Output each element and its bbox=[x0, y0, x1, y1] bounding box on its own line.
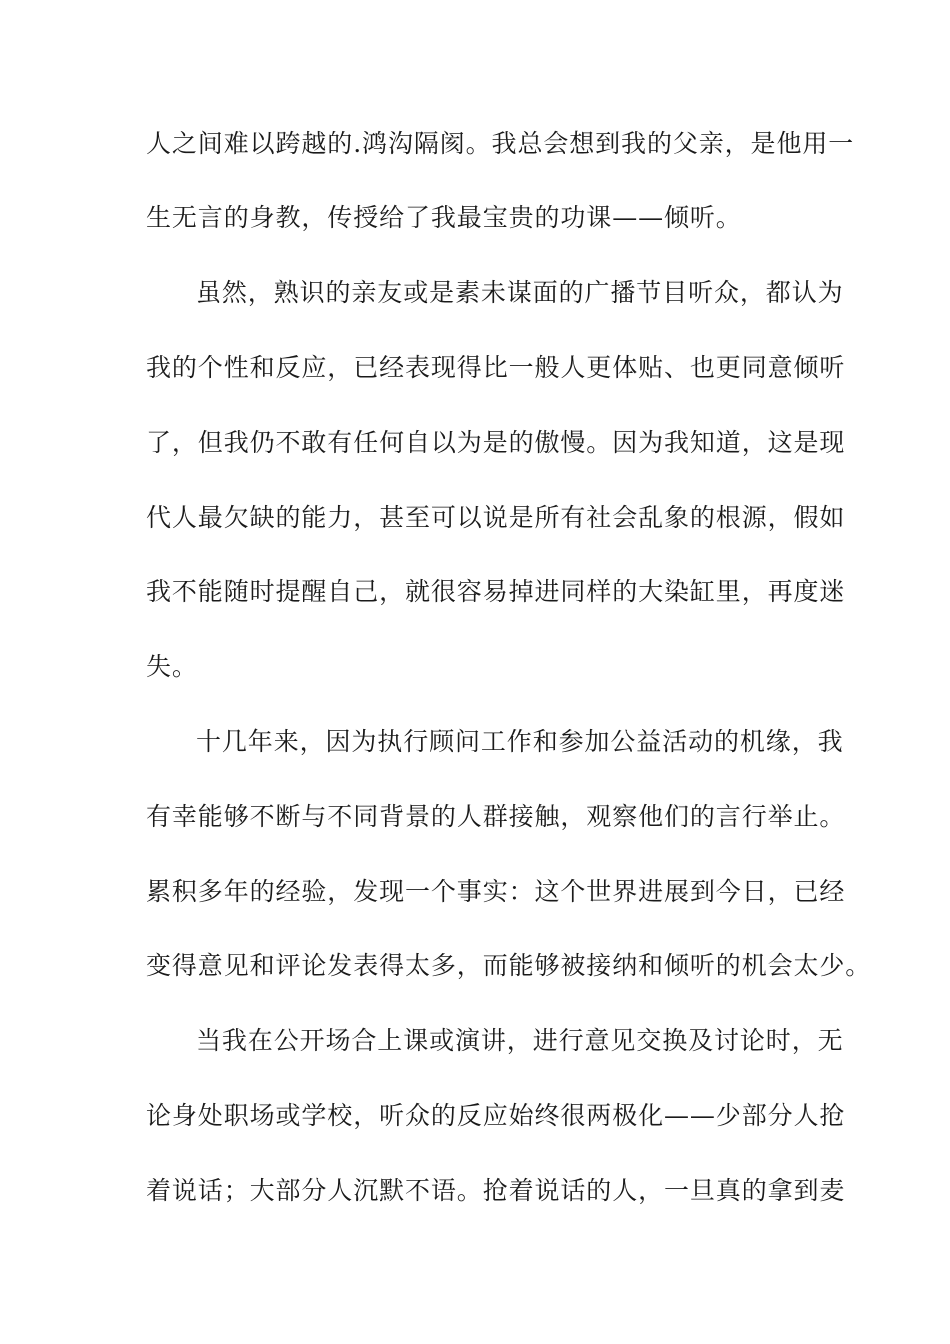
text-line: 人之间难以跨越的.鸿沟隔阂。我总会想到我的父亲，是他用一 bbox=[146, 129, 855, 158]
text-line: 论身处职场或学校，听众的反应始终很两极化——少部分人抢 bbox=[146, 1101, 846, 1130]
text-line: 生无言的身教，传授给了我最宝贵的功课——倾听。 bbox=[146, 203, 742, 232]
text-line: 代人最欠缺的能力，甚至可以说是所有社会乱象的根源，假如 bbox=[146, 503, 846, 532]
text-line: 我不能随时提醒自己，就很容易掉进同样的大染缸里，再度迷 bbox=[146, 577, 846, 606]
text-line: 变得意见和评论发表得太多，而能够被接纳和倾听的机会太少。 bbox=[146, 951, 872, 980]
paragraph-first-line: 当我在公开场合上课或演讲，进行意见交换及讨论时，无 bbox=[196, 1026, 844, 1055]
text-line: 失。 bbox=[146, 652, 198, 681]
text-line: 有幸能够不断与不同背景的人群接触，观察他们的言行举止。 bbox=[146, 802, 846, 831]
text-line: 累积多年的经验，发现一个事实：这个世界进展到今日，已经 bbox=[146, 877, 846, 906]
paragraph-first-line: 十几年来，因为执行顾问工作和参加公益活动的机缘，我 bbox=[196, 727, 844, 756]
text-line: 着说话；大部分人沉默不语。抢着说话的人，一旦真的拿到麦 bbox=[146, 1176, 846, 1205]
text-line: 我的个性和反应，已经表现得比一般人更体贴、也更同意倾听 bbox=[146, 353, 846, 382]
text-line: 了，但我仍不敢有任何自以为是的傲慢。因为我知道，这是现 bbox=[146, 428, 846, 457]
paragraph-first-line: 虽然，熟识的亲友或是素未谋面的广播节目听众，都认为 bbox=[196, 278, 844, 307]
